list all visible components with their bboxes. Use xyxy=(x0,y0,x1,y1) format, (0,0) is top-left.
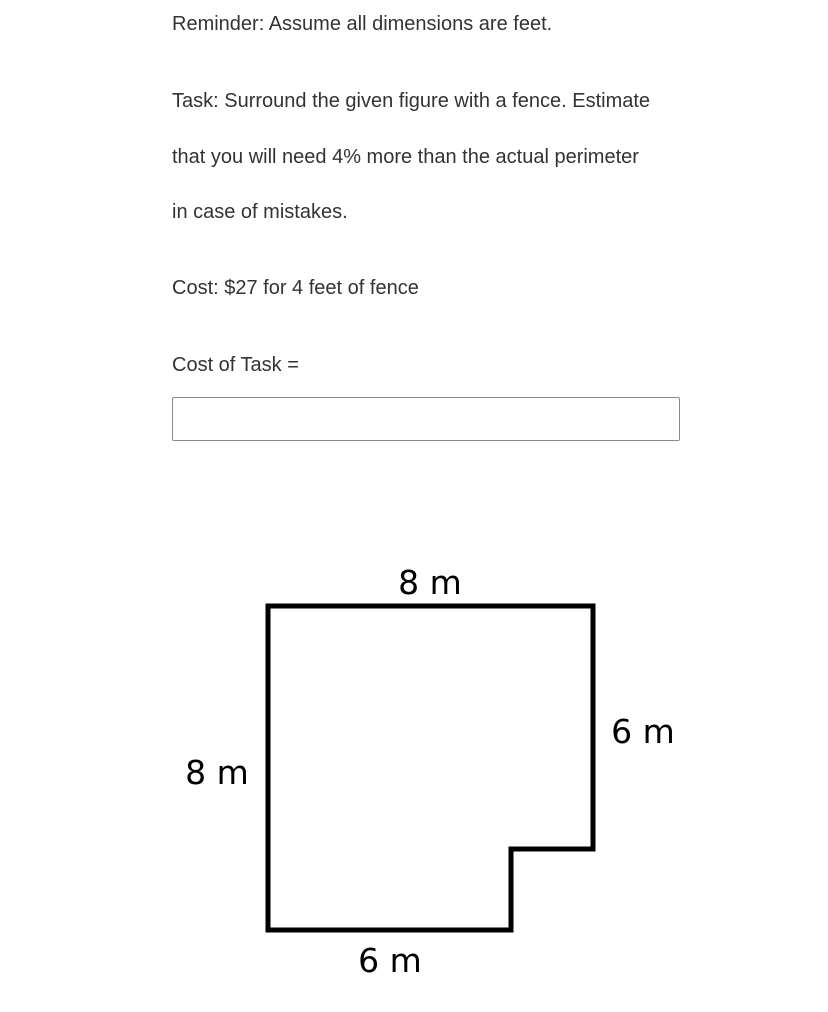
reminder-text: Reminder: Assume all dimensions are feet. xyxy=(172,13,553,35)
bottom-dimension-label: 6 m xyxy=(358,941,422,980)
cost-text: Cost: $27 for 4 feet of fence xyxy=(172,277,419,299)
right-dimension-label: 6 m xyxy=(611,712,675,751)
task-text-line-2: that you will need 4% more than the actual perimeter xyxy=(172,146,639,168)
figure-outline xyxy=(268,606,593,930)
top-dimension-label: 8 m xyxy=(398,563,462,602)
task-text-line-3: in case of mistakes. xyxy=(172,201,348,223)
task-text-line-1: Task: Surround the given figure with a fence. Estimate xyxy=(172,90,651,112)
answer-label: Cost of Task = xyxy=(172,354,299,376)
left-dimension-label: 8 m xyxy=(185,753,249,792)
